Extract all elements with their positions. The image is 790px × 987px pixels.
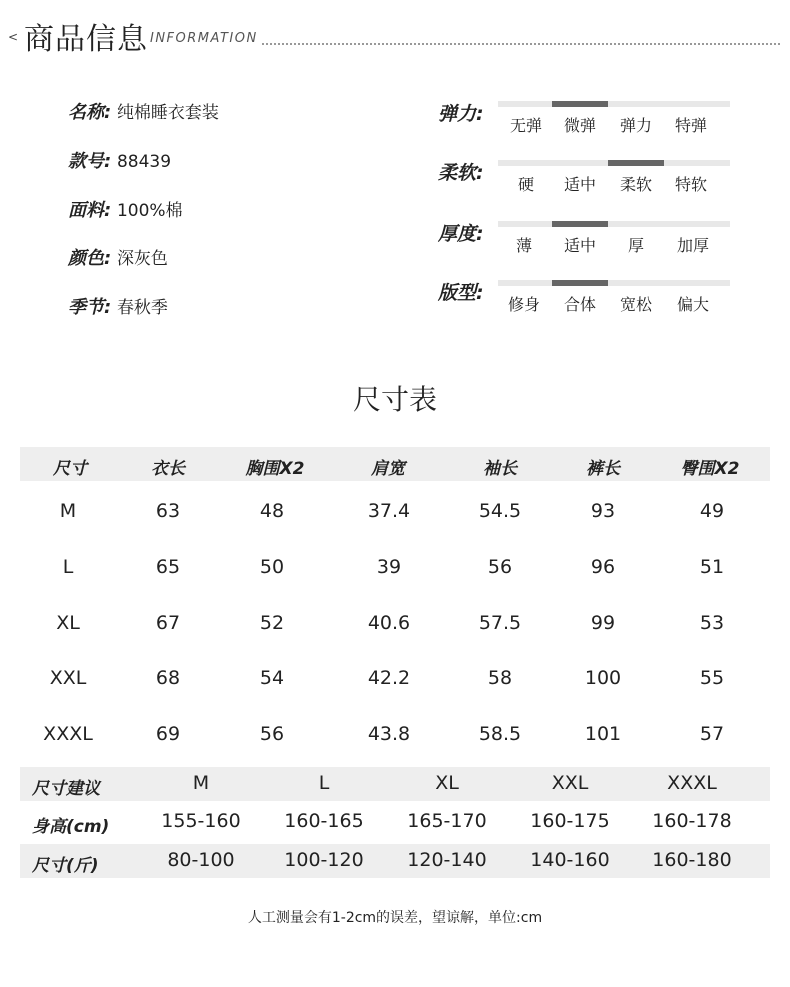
rating-option: 柔软 <box>619 175 652 194</box>
table-cell: 65 <box>155 556 181 578</box>
table-cell: 96 <box>590 556 616 578</box>
rating-option: 无弹 <box>509 116 542 135</box>
recommend-height: 160-175 <box>530 810 610 832</box>
back-arrow-icon[interactable]: < <box>8 30 19 44</box>
recommend-height: 160-165 <box>284 810 364 832</box>
rating-label: 厚度: <box>438 223 484 245</box>
column-header: 裤长 <box>586 459 620 479</box>
recommend-weight: 120-140 <box>407 849 487 871</box>
info-key: 季节: <box>68 297 112 318</box>
recommend-size: XXL <box>551 772 589 794</box>
info-color <box>68 244 168 270</box>
size-label-cell: XL <box>56 612 80 634</box>
rating-label: 柔软: <box>438 162 484 184</box>
info-value: 深灰色 <box>116 249 168 269</box>
table-cell: 93 <box>590 500 616 522</box>
table-cell: 63 <box>155 500 181 522</box>
info-name <box>68 98 219 124</box>
rating-option: 特软 <box>674 175 707 194</box>
table-cell: 68 <box>155 667 181 689</box>
table-cell: 51 <box>699 556 725 578</box>
table-cell: 52 <box>259 612 285 634</box>
size-label-cell: M <box>59 500 77 522</box>
table-cell: 58.5 <box>478 723 522 745</box>
column-header: 肩宽 <box>371 459 405 479</box>
size-table-title: 尺寸表 <box>352 383 437 416</box>
info-value: 88439 <box>116 152 172 172</box>
dotted-divider <box>262 43 780 45</box>
section-subtitle: INFORMATION <box>150 31 258 46</box>
rating-option: 微弹 <box>563 116 596 135</box>
table-cell: 43.8 <box>367 723 411 745</box>
rating-track <box>498 280 730 286</box>
rating-option: 硬 <box>517 175 534 194</box>
rating-indicator <box>552 221 608 227</box>
table-cell: 40.6 <box>367 612 411 634</box>
column-header: 袖长 <box>483 459 517 479</box>
rating-option: 修身 <box>507 295 540 314</box>
column-header: 衣长 <box>151 459 185 479</box>
table-cell: 101 <box>584 723 622 745</box>
size-label-cell: XXXL <box>43 723 93 745</box>
recommend-header-row <box>20 767 770 801</box>
recommend-weight: 80-100 <box>167 849 235 871</box>
info-style-number <box>68 147 171 173</box>
section-title: 商品信息 <box>24 22 148 57</box>
recommend-size: XL <box>435 772 459 794</box>
table-cell: 42.2 <box>367 667 411 689</box>
table-cell: 50 <box>259 556 285 578</box>
table-cell: 56 <box>487 556 513 578</box>
recommend-height: 155-160 <box>161 810 241 832</box>
table-cell: 100 <box>584 667 622 689</box>
rating-indicator <box>552 280 608 286</box>
table-cell: 49 <box>699 500 725 522</box>
rating-indicator <box>552 101 608 107</box>
recommend-height: 165-170 <box>407 810 487 832</box>
rating-track <box>498 221 730 227</box>
table-cell: 99 <box>590 612 616 634</box>
rating-option: 薄 <box>515 236 532 255</box>
rating-track <box>498 160 730 166</box>
table-cell: 53 <box>699 612 725 634</box>
rating-label: 弹力: <box>438 103 484 125</box>
info-value: 100%棉 <box>116 201 183 221</box>
rating-option: 加厚 <box>676 236 709 255</box>
recommend-weight: 160-180 <box>652 849 732 871</box>
table-cell: 55 <box>699 667 725 689</box>
rating-softness <box>438 158 738 198</box>
row-header: 尺寸(斤) <box>32 856 99 876</box>
table-cell: 67 <box>155 612 181 634</box>
section-header <box>0 0 790 60</box>
table-cell: 37.4 <box>367 500 411 522</box>
table-cell: 48 <box>259 500 285 522</box>
info-value: 春秋季 <box>116 298 168 318</box>
rating-thickness <box>438 219 738 259</box>
table-cell: 54.5 <box>478 500 522 522</box>
rating-option: 合体 <box>563 295 596 314</box>
info-key: 颜色: <box>68 248 112 269</box>
column-header: 胸围X2 <box>245 459 305 479</box>
rating-option: 适中 <box>563 236 596 255</box>
rating-indicator <box>608 160 664 166</box>
recommend-size: M <box>192 772 210 794</box>
rating-option: 宽松 <box>619 295 652 314</box>
rating-elasticity <box>438 99 738 139</box>
table-cell: 54 <box>259 667 285 689</box>
size-table-header <box>20 447 770 481</box>
measurement-note: 人工测量会有1-2cm的误差，望谅解，单位:cm <box>247 910 543 926</box>
row-header: 尺寸建议 <box>32 779 100 799</box>
rating-option: 适中 <box>563 175 596 194</box>
recommend-size: XXXL <box>667 772 717 794</box>
rating-option: 厚 <box>627 236 644 255</box>
recommend-height-row <box>20 805 770 839</box>
table-cell: 57.5 <box>478 612 522 634</box>
recommend-size: L <box>318 772 330 794</box>
rating-option: 弹力 <box>619 116 652 135</box>
size-label-cell: XXL <box>49 667 87 689</box>
column-header: 臀围X2 <box>680 459 740 479</box>
rating-option: 特弹 <box>674 116 707 135</box>
info-season <box>68 293 168 319</box>
table-cell: 39 <box>376 556 402 578</box>
rating-track <box>498 101 730 107</box>
table-cell: 69 <box>155 723 181 745</box>
info-fabric <box>68 196 183 222</box>
info-key: 款号: <box>68 151 112 172</box>
rating-fit <box>438 278 738 318</box>
info-key: 名称: <box>68 102 112 123</box>
recommend-weight: 140-160 <box>530 849 610 871</box>
column-header: 尺寸 <box>53 459 87 479</box>
recommend-weight-row <box>20 844 770 878</box>
rating-option: 偏大 <box>676 295 709 314</box>
recommend-weight: 100-120 <box>284 849 364 871</box>
rating-label: 版型: <box>438 282 484 304</box>
row-header: 身高(cm) <box>32 817 110 837</box>
info-key: 面料: <box>68 200 112 221</box>
info-value: 纯棉睡衣套装 <box>116 103 219 123</box>
table-cell: 58 <box>487 667 513 689</box>
recommend-height: 160-178 <box>652 810 732 832</box>
table-cell: 57 <box>699 723 725 745</box>
table-cell: 56 <box>259 723 285 745</box>
size-label-cell: L <box>62 556 74 578</box>
